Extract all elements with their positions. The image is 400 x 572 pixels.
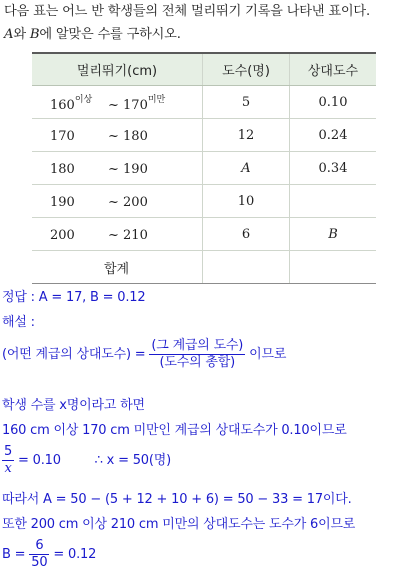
- header-long-jump: 멀리뛰기(cm): [32, 53, 203, 86]
- b-numerator: 6: [29, 538, 49, 555]
- relative-frequency-formula: [2, 338, 286, 371]
- b-rhs: = 0.12: [53, 547, 97, 562]
- formula-fraction: [149, 338, 245, 371]
- b-equation-line: [2, 538, 96, 571]
- b-fraction: [29, 538, 49, 571]
- relative-frequency-cell: 0.10: [290, 86, 377, 119]
- students-line: 학생 수를 x명이라고 하면: [2, 398, 145, 413]
- relative-frequency-cell: 0.24: [290, 119, 377, 152]
- table-row: [32, 119, 376, 152]
- answer-line: 정답 : A = 17, B = 0.12: [2, 290, 146, 305]
- frequency-cell: 6: [203, 218, 290, 251]
- table-row: [32, 185, 376, 218]
- problem-line-2-end: 에 알맞은 수를 구하시오.: [39, 27, 181, 42]
- problem-statement: [4, 0, 400, 46]
- a-calculation-line: 따라서 A = 50 − (5 + 12 + 10 + 6) = 50 − 33 = 17이다.: [2, 492, 352, 507]
- class-interval: 170 ~ 180: [32, 119, 203, 152]
- var-b: B: [29, 27, 40, 42]
- table-row: [32, 152, 376, 185]
- frequency-cell: 10: [203, 185, 290, 218]
- var-a: A: [4, 27, 14, 42]
- class-interval: 190 ~ 200: [32, 185, 203, 218]
- equation-fraction: [2, 444, 14, 477]
- frequency-table: [32, 52, 376, 284]
- problem-line-1: 다음 표는 어느 반 학생들의 전체 멀리뛰기 기록을 나타낸 표이다.: [4, 4, 370, 19]
- relative-frequency-cell: [290, 185, 377, 218]
- total-frequency: [203, 251, 290, 284]
- class-interval: 200 ~ 210: [32, 218, 203, 251]
- formula-tail: 이므로: [249, 347, 287, 362]
- total-label: 합계: [32, 251, 203, 284]
- table-row: [32, 86, 376, 119]
- table-header-row: [32, 53, 376, 86]
- problem-line-2-mid: 와: [13, 27, 30, 42]
- class-line: 160 cm 이상 170 cm 미만인 계급의 상대도수가 0.10이므로: [2, 423, 347, 438]
- table-body: [32, 86, 376, 251]
- frequency-cell: 12: [203, 119, 290, 152]
- table-row: [32, 218, 376, 251]
- header-frequency: 도수(명): [203, 53, 290, 86]
- b-lhs: B =: [2, 547, 26, 562]
- explanation-label: 해설 :: [2, 315, 35, 330]
- frequency-cell: 5: [203, 86, 290, 119]
- frequency-cell: A: [203, 152, 290, 185]
- equation-numerator: 5: [4, 444, 13, 459]
- formula-lhs: (어떤 계급의 상대도수) =: [2, 347, 146, 362]
- equation-rhs: = 0.10: [18, 453, 61, 468]
- equation-denominator: x: [4, 461, 12, 476]
- last-class-line: 또한 200 cm 이상 210 cm 미만의 상대도수는 도수가 6이므로: [2, 517, 356, 532]
- formula-denominator: (도수의 총합): [159, 355, 236, 370]
- b-denominator: 50: [31, 555, 48, 570]
- class-interval: 180 ~ 190: [32, 152, 203, 185]
- relative-frequency-cell: B: [290, 218, 377, 251]
- header-relative-frequency: 상대도수: [290, 53, 377, 86]
- total-row: [32, 251, 376, 284]
- equation-line: [2, 444, 171, 477]
- problem-line-2: [4, 23, 400, 46]
- relative-frequency-cell: 0.34: [290, 152, 377, 185]
- formula-numerator: (그 계급의 도수): [151, 338, 244, 353]
- class-interval: $160^{이상}$ ~ $170^{미만}$: [32, 86, 203, 119]
- total-relative-frequency: [290, 251, 377, 284]
- equation-result: ∴ x = 50(명): [94, 453, 171, 468]
